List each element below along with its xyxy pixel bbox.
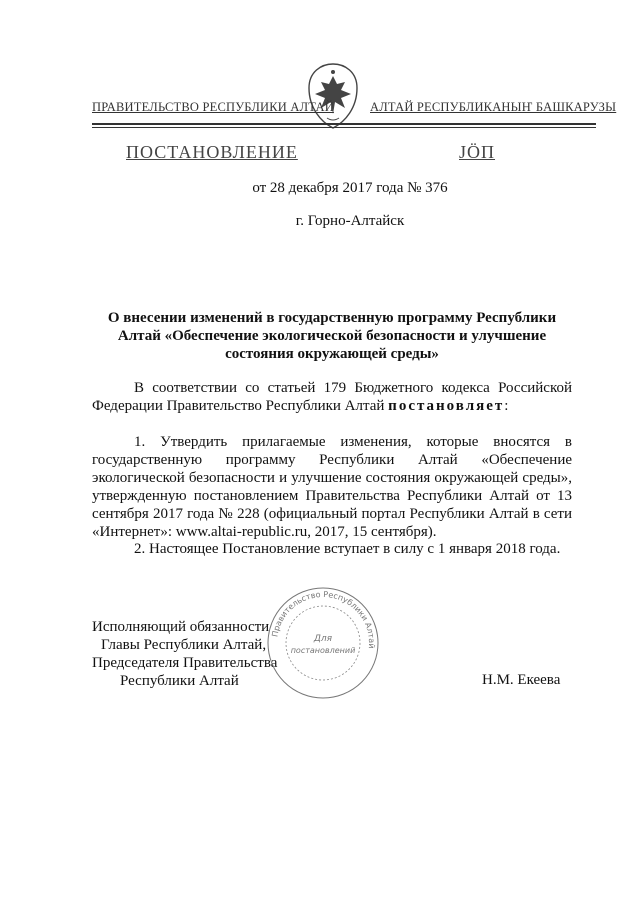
preamble-text: В соответствии со статьей 179 Бюджетного кодекса Российской Федерации Правительство Республики Алтай <box>92 380 572 414</box>
signatory-title-line-1: Исполняющий обязанности <box>92 619 270 635</box>
clause-1-paragraph: 1. Утвердить прилагаемые изменения, которые вносятся в государственную программу Республики Алтай «Обеспечение экологической безопасности и улучшение состояния окружающей среды», утвержденную постановлением Правительства Республики Алтай от 13 сентября 2017 года № 228 (официальный портал Республики Алтай в сети «Интернет»: www.altai-republic.ru, 2017, 15 сентября). <box>92 434 572 540</box>
document-date-number: от 28 декабря 2017 года № 376 <box>252 180 448 196</box>
resolves-keyword: постановляет <box>388 398 505 414</box>
official-stamp <box>265 585 381 701</box>
preamble-end: : <box>504 398 509 414</box>
signatory-title-line-2: Главы Республики Алтай, <box>101 637 267 653</box>
stamp-center-text-2: постановлений <box>290 646 356 655</box>
signatory-name: Н.М. Екеева <box>482 672 561 688</box>
document-type-altai: JÖП <box>459 142 496 162</box>
stamp-center-text-1: Для <box>313 634 333 644</box>
document-city: г. Горно-Алтайск <box>295 213 405 229</box>
header-government-name-ru: ПРАВИТЕЛЬСТВО РЕСПУБЛИКИ АЛТАЙ <box>92 100 334 114</box>
header-divider-thick <box>92 123 596 125</box>
document-type-ru: ПОСТАНОВЛЕНИЕ <box>126 142 298 162</box>
document-title: О внесении изменений в государственную программу Республики Алтай «Обеспечение экологической безопасности и улучшение состояния окружающей среды» <box>107 310 557 362</box>
clause-2-paragraph: 2. Настоящее Постановление вступает в силу с 1 января 2018 года. <box>134 541 561 557</box>
signatory-title-line-3: Председателя Правительства <box>92 655 278 671</box>
signatory-title-line-4: Республики Алтай <box>120 673 239 689</box>
preamble-paragraph <box>92 379 572 415</box>
header-government-name-altai: АЛТАЙ РЕСПУБЛИКАНЫҤ БАШКАРУЗЫ <box>370 100 617 114</box>
header-divider-thin <box>92 127 596 128</box>
coat-of-arms-emblem <box>301 60 365 132</box>
stamp-ring-text: Правительство Республики Алтай <box>270 589 377 649</box>
